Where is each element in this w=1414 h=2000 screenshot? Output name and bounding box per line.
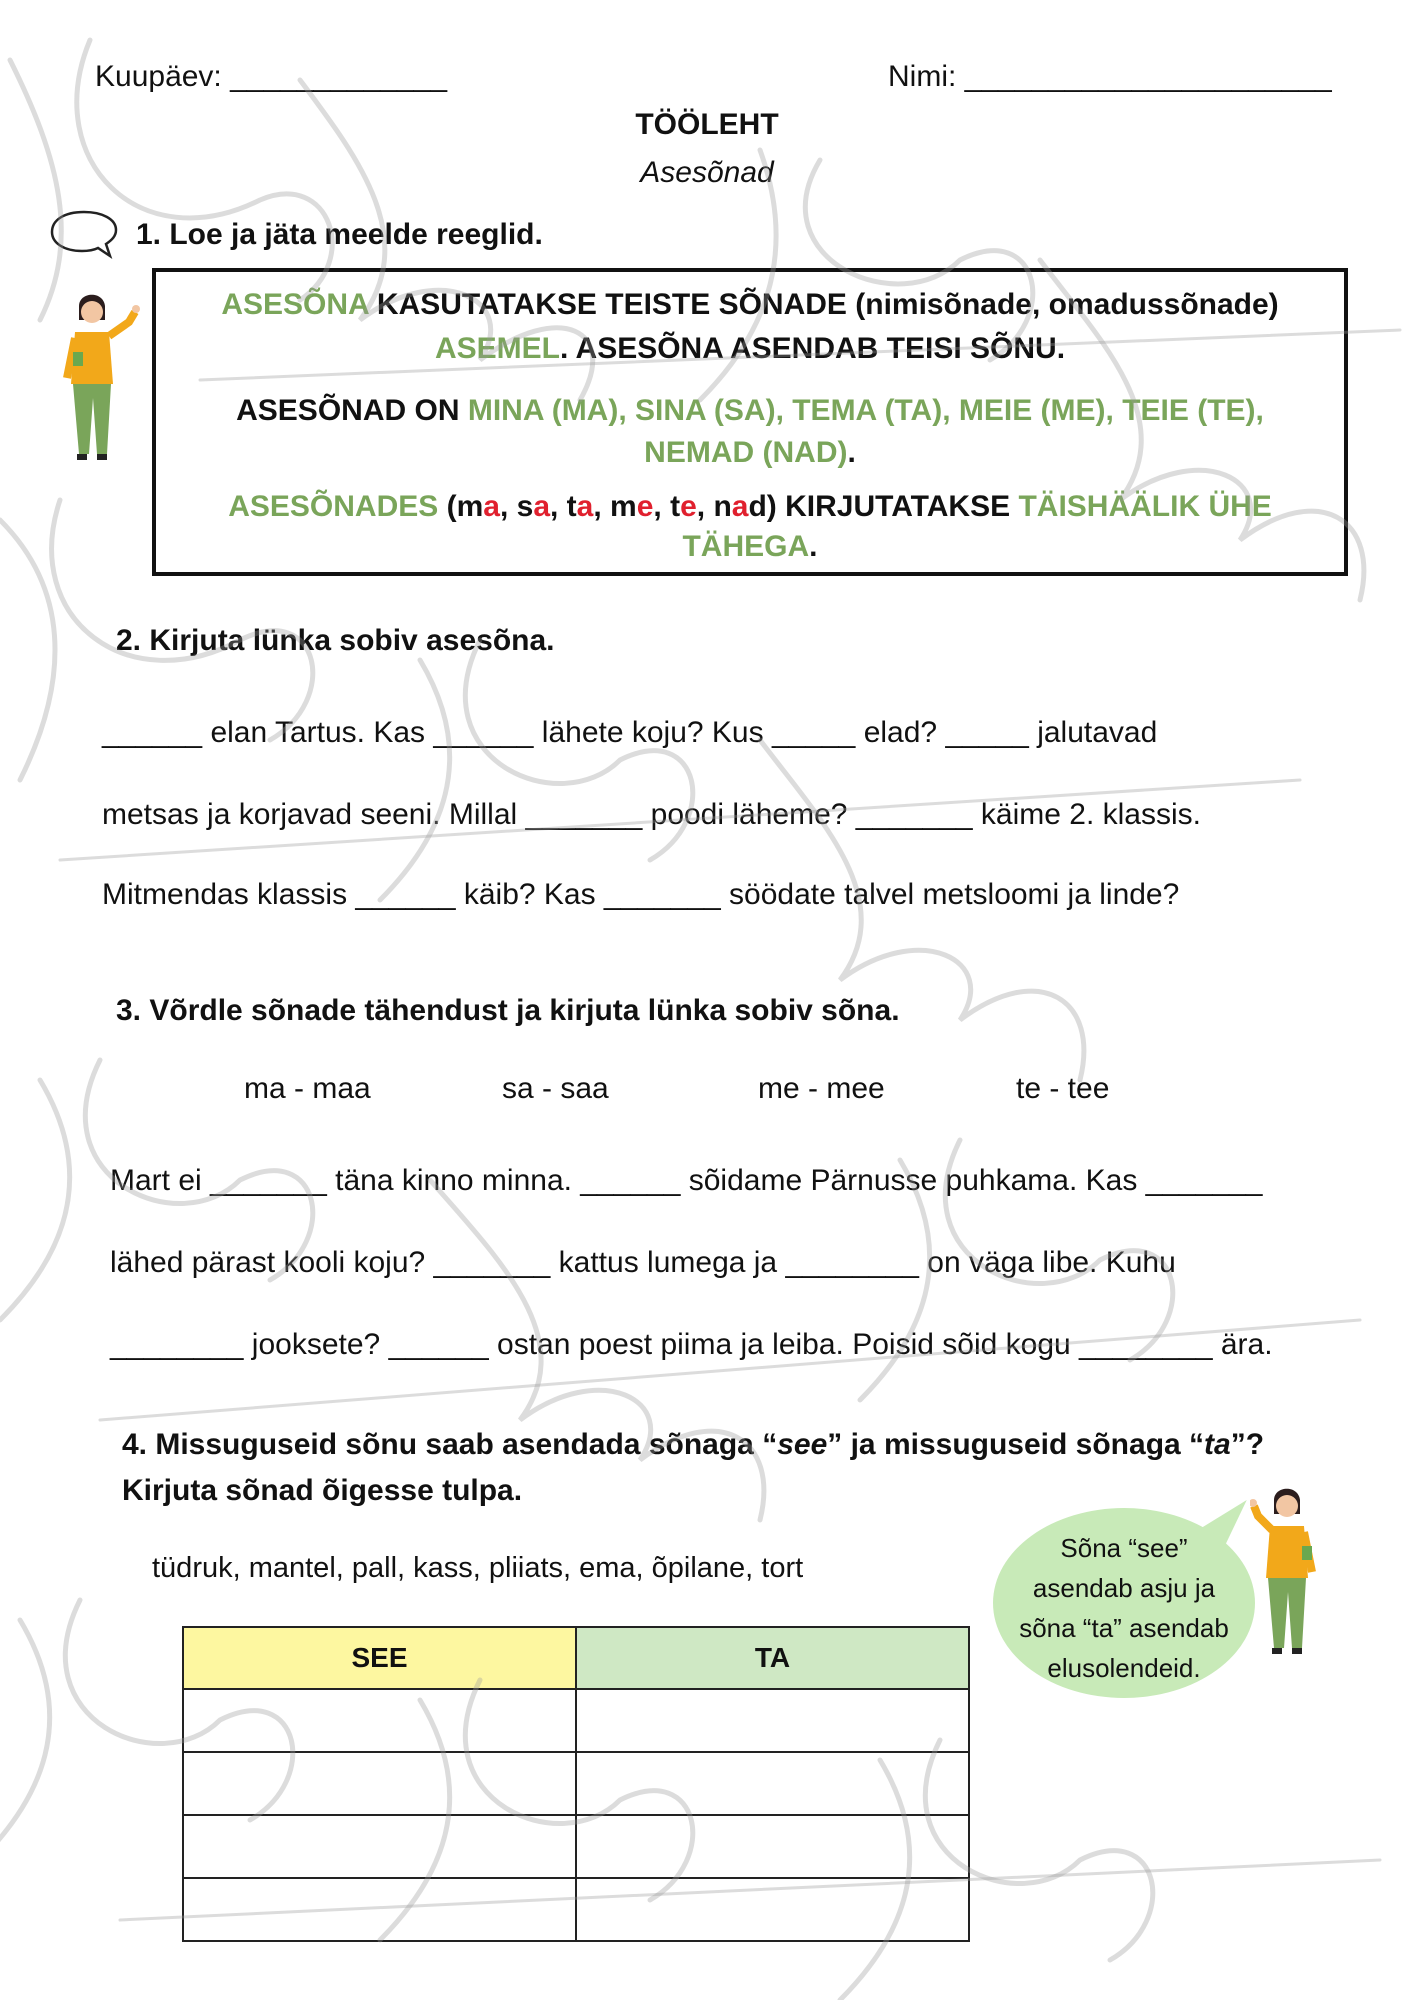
pronoun-stem: m bbox=[456, 490, 484, 523]
rule-keyword: MINA (MA), SINA (SA), TEMA (TA), MEIE (ME), TEIE (TE), bbox=[467, 394, 1264, 427]
table-cell[interactable] bbox=[576, 1689, 969, 1752]
table-row bbox=[183, 1878, 969, 1941]
table-cell[interactable] bbox=[183, 1752, 576, 1815]
bubble-line: asendab asju ja bbox=[1032, 1573, 1216, 1603]
rule-keyword: TÄHEGA bbox=[682, 530, 810, 563]
date-field-label: Kuupäev: _____________ bbox=[95, 60, 448, 93]
pronoun-stem: n bbox=[713, 490, 732, 523]
pronoun-vowel: a bbox=[533, 490, 550, 523]
task4-word-list: tüdruk, mantel, pall, kass, pliiats, ema, õpilane, tort bbox=[152, 1552, 804, 1584]
teacher-illustration bbox=[1250, 1482, 1340, 1672]
rule3-line2 bbox=[156, 530, 1344, 564]
bubble-line: sõna “ta” asendab bbox=[1019, 1613, 1229, 1643]
rule-text: ASESÕNAD ON bbox=[236, 394, 468, 427]
rule1-line1 bbox=[156, 288, 1344, 322]
pronoun-stem: m bbox=[610, 490, 637, 523]
bubble-line: elusolendeid. bbox=[1047, 1653, 1201, 1683]
heading-word-see: see bbox=[777, 1428, 828, 1461]
task1-heading: 1. Loe ja jäta meelde reeglid. bbox=[136, 218, 543, 251]
teacher-illustration bbox=[55, 288, 145, 478]
task2-heading: 2. Kirjuta lünka sobiv asesõna. bbox=[116, 624, 555, 657]
task2-line: Mitmendas klassis ______ käib? Kas _______ söödate talvel metsloomi ja linde? bbox=[102, 878, 1180, 911]
table-cell[interactable] bbox=[576, 1878, 969, 1941]
rule-text: . ASESÕNA ASENDAB TEISI SÕNU. bbox=[559, 332, 1066, 365]
task3-heading: 3. Võrdle sõnade tähendust ja kirjuta lünka sobiv sõna. bbox=[116, 994, 900, 1027]
word-pair: te - tee bbox=[1016, 1072, 1110, 1105]
table-cell[interactable] bbox=[183, 1815, 576, 1878]
rule-text: KIRJUTATAKSE bbox=[785, 490, 1011, 523]
task2-line: ______ elan Tartus. Kas ______ lähete koju? Kus _____ elad? _____ jalutavad bbox=[102, 716, 1158, 749]
table-row bbox=[183, 1815, 969, 1878]
rule-text: . bbox=[809, 530, 818, 563]
word-pair: ma - maa bbox=[244, 1072, 371, 1105]
heading-part: 4. Missuguseid sõnu saab asendada sõnaga “ bbox=[122, 1428, 778, 1461]
sorting-table bbox=[182, 1626, 970, 1942]
heading-part: ” ja missuguseid sõnaga “ bbox=[827, 1428, 1205, 1461]
rule-keyword: ASESÕNA bbox=[221, 288, 369, 321]
rule-keyword: ASESÕNADES bbox=[228, 490, 439, 523]
bubble-line: Sõna “see” bbox=[1060, 1533, 1188, 1563]
page-subtitle: Asesõnad bbox=[640, 156, 774, 189]
pronoun-stem: t bbox=[670, 490, 681, 523]
word-pair: sa - saa bbox=[502, 1072, 609, 1105]
table-cell[interactable] bbox=[576, 1752, 969, 1815]
name-field-label: Nimi: ______________________ bbox=[888, 60, 1332, 93]
pronoun-vowel: e bbox=[680, 490, 697, 523]
rule-keyword: NEMAD (NAD) bbox=[644, 436, 848, 469]
table-cell[interactable] bbox=[576, 1815, 969, 1878]
task2-line: metsas ja korjavad seeni. Millal _______ poodi läheme? _______ käime 2. klassis. bbox=[102, 798, 1201, 831]
table-cell[interactable] bbox=[183, 1689, 576, 1752]
rule1-line2 bbox=[156, 332, 1344, 366]
pronoun-vowel: a bbox=[576, 490, 594, 523]
task3-line: ________ jooksete? ______ ostan poest piima ja leiba. Poisid sõid kogu ________ ära. bbox=[110, 1328, 1273, 1361]
column-header-see: SEE bbox=[183, 1627, 576, 1689]
heading-word-ta: ta bbox=[1204, 1428, 1231, 1461]
heading-part: ”? bbox=[1230, 1428, 1265, 1461]
pronoun-vowel: a bbox=[731, 490, 749, 523]
rule-keyword: ASEMEL bbox=[434, 332, 560, 365]
pronoun-stem: s bbox=[516, 490, 534, 523]
rule2-line2 bbox=[156, 436, 1344, 470]
rule3-line1: ASESÕNADES (ma, sa, ta, me, te, nad) KIRJUTATAKSE TÄISHÄÄLIK ÜHE bbox=[228, 490, 1272, 523]
hint-bubble-text bbox=[993, 1528, 1255, 1688]
rule-keyword: TÄISHÄÄLIK ÜHE bbox=[1018, 490, 1272, 523]
table-row bbox=[183, 1752, 969, 1815]
word-pair: me - mee bbox=[758, 1072, 885, 1105]
task3-line: Mart ei _______ täna kinno minna. ______ sõidame Pärnusse puhkama. Kas _______ bbox=[110, 1164, 1263, 1197]
column-header-ta: TA bbox=[576, 1627, 969, 1689]
task3-line: lähed pärast kooli koju? _______ kattus lumega ja ________ on väga libe. Kuhu bbox=[110, 1246, 1176, 1279]
speech-bubble-icon bbox=[48, 208, 120, 260]
rule-text: KASUTATAKSE TEISTE SÕNADE (nimisõnade, omadussõnade) bbox=[368, 288, 1279, 321]
pronoun-tail: d bbox=[748, 490, 767, 523]
pronoun-vowel: e bbox=[636, 490, 654, 523]
table-row bbox=[183, 1689, 969, 1752]
rules-box bbox=[152, 268, 1348, 576]
task4-heading-line1 bbox=[122, 1428, 1264, 1462]
page-title: TÖÖLEHT bbox=[635, 108, 779, 141]
table-header-row bbox=[183, 1627, 969, 1689]
pronoun-vowel: a bbox=[483, 490, 500, 523]
table-cell[interactable] bbox=[183, 1878, 576, 1941]
rule2-line1 bbox=[156, 394, 1344, 428]
rule-text: . bbox=[847, 436, 856, 469]
task4-heading-line2: Kirjuta sõnad õigesse tulpa. bbox=[122, 1474, 523, 1507]
pronoun-stem: t bbox=[566, 490, 577, 523]
